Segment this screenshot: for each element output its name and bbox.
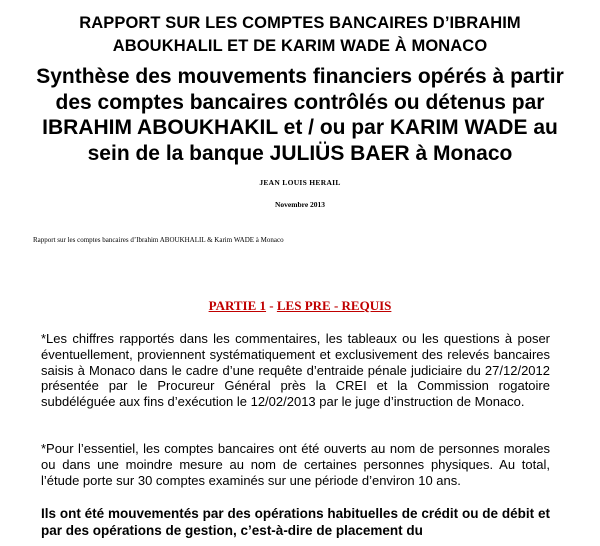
author-name: JEAN LOUIS HERAIL	[259, 178, 341, 187]
paragraph-comptes: *Pour l’essentiel, les comptes bancaires ont été ouverts au nom de personnes morales ou dans une moindre mesure au nom de certaines personnes physiques. Au total, l’étude porte sur 30 comptes examinés sur une période d’environ 10 ans.	[41, 441, 550, 488]
section-number: PARTIE 1	[208, 298, 267, 313]
paragraph-operations: Ils ont été mouvementés par des opérations habituelles de crédit ou de débit et par des opérations de gestion, c’est-à-dire de placement du	[41, 506, 550, 538]
synthese-heading: Synthèse des mouvements financiers opérés à partir des comptes bancaires contrôlés ou détenus par IBRAHIM ABOUKHAKIL et / ou par KARIM WADE au sein de la banque JULIÜS BAER à Monaco	[36, 65, 564, 165]
report-date: Novembre 2013	[274, 200, 326, 209]
running-header: Rapport sur les comptes bancaires d’Ibrahim ABOUKHALIL & Karim WADE à Monaco	[33, 236, 284, 244]
paragraph-sources: *Les chiffres rapportés dans les commentaires, les tableaux ou les questions à poser éventuellement, proviennent systématiquement et exclusivement des relevés bancaires saisis à Monaco dans le cadre d’une requête d’entraide pénale judiciaire du 27/12/2012 présentée par le Procureur Général près la CREI et la Commission rogatoire subdéléguée aux fins d’exécution le 12/02/2013 par le juge d’instruction de Monaco.	[41, 331, 550, 410]
section-title: LES PRE - REQUIS	[276, 298, 392, 313]
report-title: RAPPORT SUR LES COMPTES BANCAIRES D’IBRAHIM ABOUKHALIL ET DE KARIM WADE À MONACO	[79, 14, 521, 55]
section-heading	[0, 298, 600, 314]
section-separator: -	[266, 298, 277, 313]
